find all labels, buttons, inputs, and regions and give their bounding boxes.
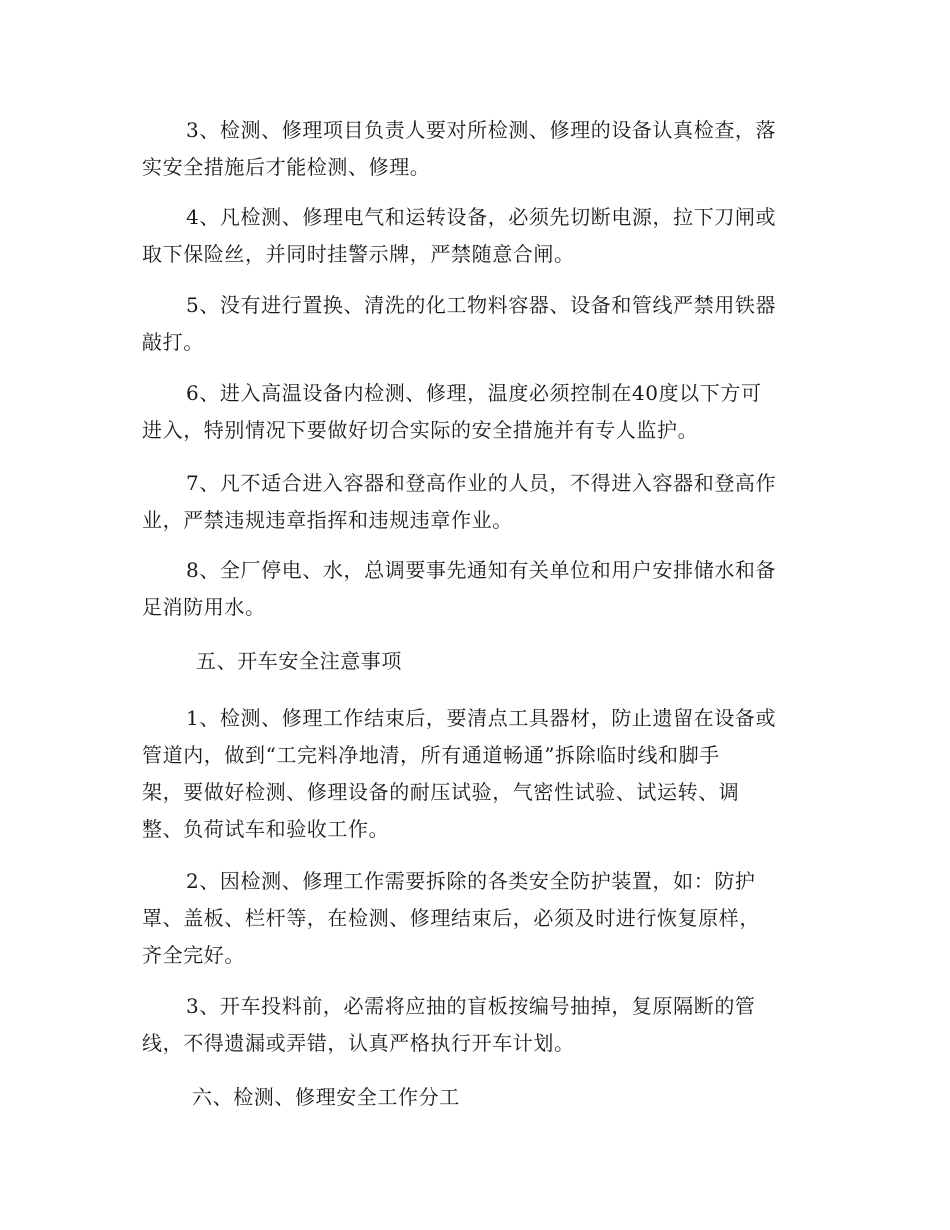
paragraph-line: 架，要做好检测、修理设备的耐压试验，气密性试验、试运转、调 — [142, 780, 740, 804]
paragraph-line: 8、全厂停电、水，总调要事先通知有关单位和用户安排储水和备 — [186, 558, 777, 582]
section-five-item-3 — [142, 988, 806, 1062]
paragraph-line: 线，不得遗漏或弄错，认真严格执行开车计划。 — [142, 1031, 575, 1055]
paragraph-item-5 — [142, 287, 806, 361]
paragraph-line: 1、检测、修理工作结束后，要清点工具器材，防止遗留在设备或 — [186, 706, 777, 730]
paragraph-line: 罩、盖板、栏杆等，在检测、修理结束后，必须及时进行恢复原样， — [142, 906, 760, 930]
paragraph-item-7 — [142, 465, 806, 539]
paragraph-line: 7、凡不适合进入容器和登高作业的人员，不得进入容器和登高作 — [186, 471, 777, 495]
paragraph-item-6 — [142, 375, 806, 449]
paragraph-line: 5、没有进行置换、清洗的化工物料容器、设备和管线严禁用铁器 — [186, 293, 777, 317]
section-heading-five: 五、开车安全注意事项 — [196, 649, 402, 673]
paragraph-line: 敲打。 — [142, 330, 204, 354]
paragraph-line: 实安全措施后才能检测、修理。 — [142, 155, 431, 179]
section-five-item-2 — [142, 863, 806, 974]
paragraph-line: 4、凡检测、修理电气和运转设备，必须先切断电源，拉下刀闸或 — [186, 205, 777, 229]
paragraph-line: 3、开车投料前，必需将应抽的盲板按编号抽掉，复原隔断的管 — [186, 994, 756, 1018]
paragraph-line: 6、进入高温设备内检测、修理，温度必须控制在40度以下方可 — [186, 381, 762, 405]
paragraph-line: 业，严禁违规违章指挥和违规违章作业。 — [142, 508, 513, 532]
paragraph-line: 整、负荷试车和验收工作。 — [142, 817, 390, 841]
paragraph-item-8 — [142, 552, 806, 626]
section-five-item-1 — [142, 700, 806, 848]
paragraph-line: 足消防用水。 — [142, 595, 266, 619]
paragraph-item-3 — [142, 112, 806, 186]
paragraph-line: 3、检测、修理项目负责人要对所检测、修理的设备认真检查，落 — [186, 118, 777, 142]
paragraph-line: 取下保险丝，并同时挂警示牌，严禁随意合闸。 — [142, 242, 575, 266]
paragraph-line: 管道内，做到“工完料净地清，所有通道畅通”拆除临时线和脚手 — [142, 743, 720, 767]
paragraph-line: 2、因检测、修理工作需要拆除的各类安全防护装置，如：防护 — [186, 869, 756, 893]
paragraph-item-4 — [142, 199, 806, 273]
paragraph-line: 进入，特别情况下要做好切合实际的安全措施并有专人监护。 — [142, 418, 699, 442]
section-heading-six: 六、检测、修理安全工作分工 — [192, 1085, 460, 1109]
paragraph-line: 齐全完好。 — [142, 943, 245, 967]
